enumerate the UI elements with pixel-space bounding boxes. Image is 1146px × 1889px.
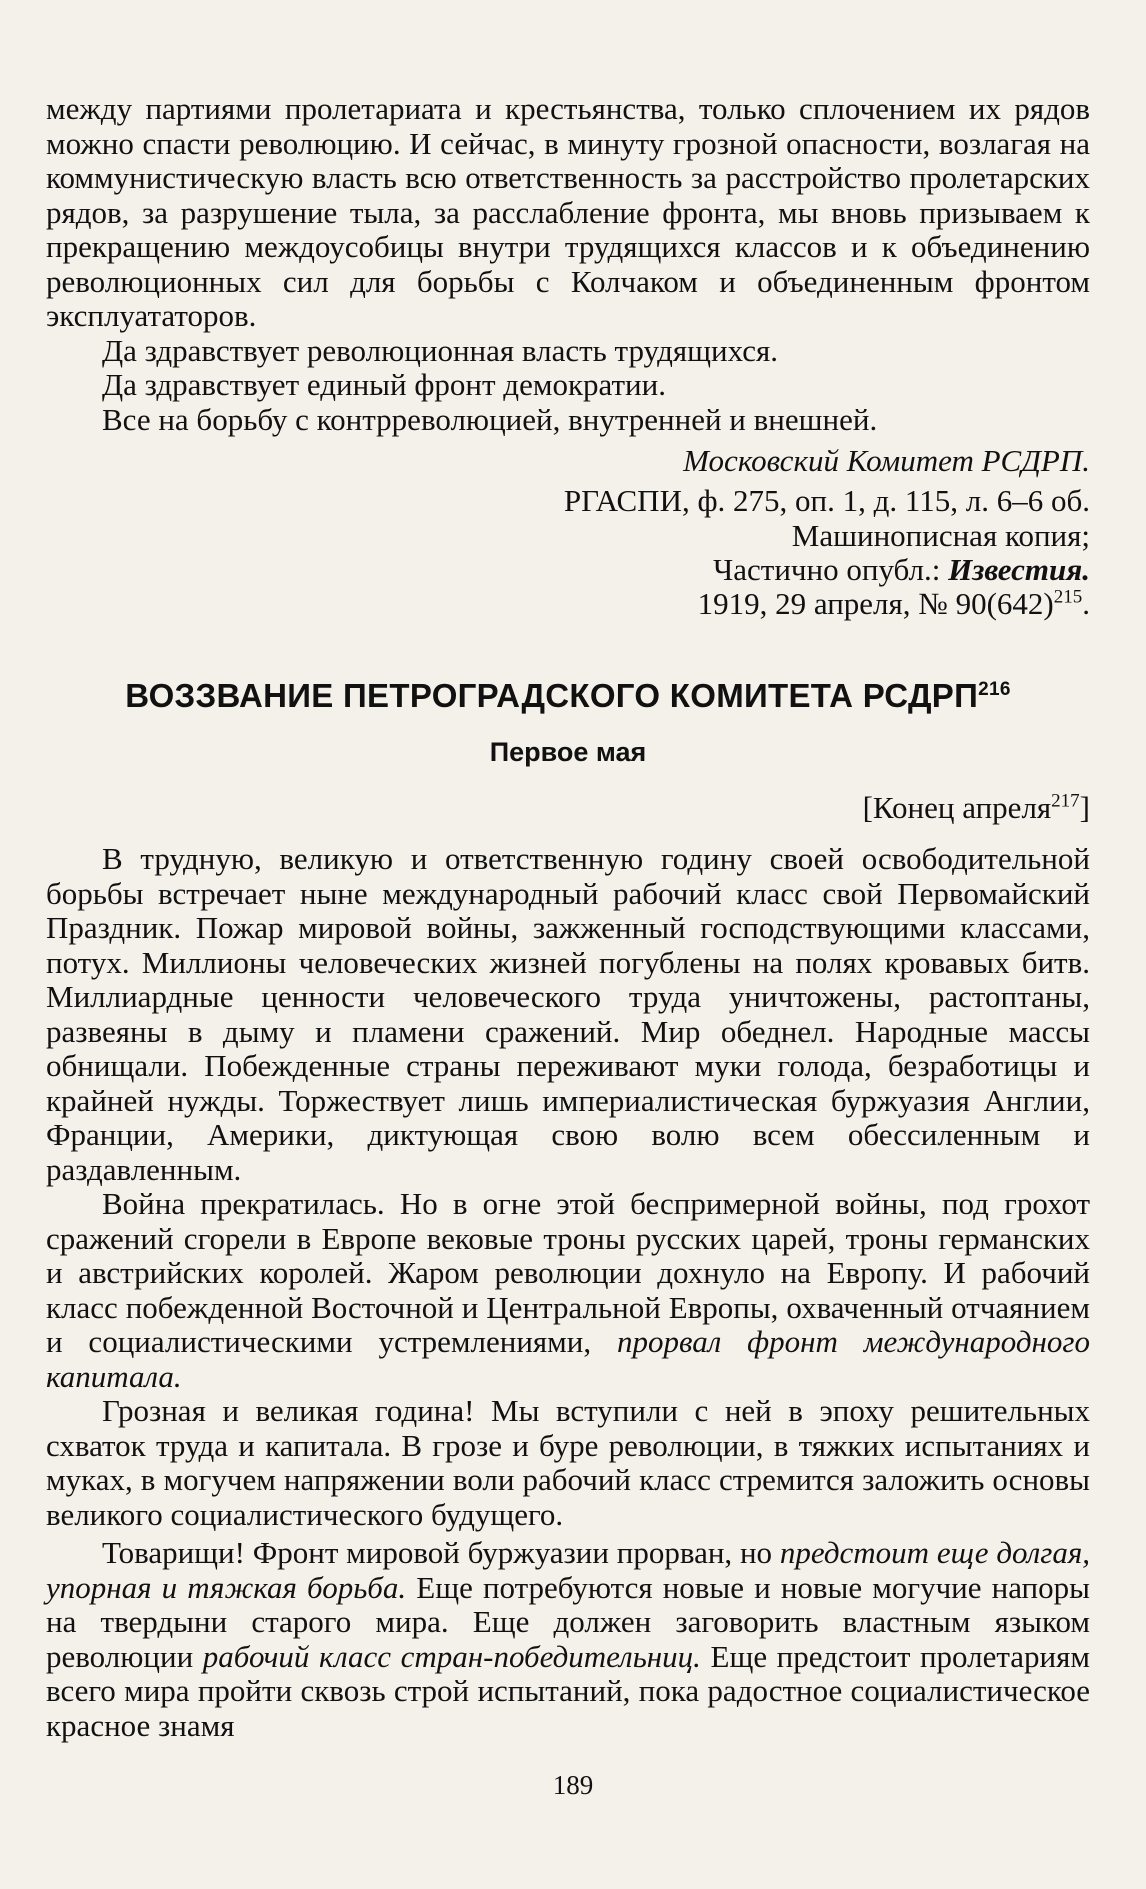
issue-text: 1919, 29 апреля, № 90(642): [697, 586, 1054, 621]
paragraph-emphasis: предстоит еще долгая, упорная и тяжкая борьба.: [46, 1535, 1090, 1605]
footnote-ref: 217: [1051, 790, 1080, 812]
body-paragraph: В трудную, великую и ответственную годину своей освободительной борьбы встречает ныне международный рабочий класс свой Первомайский Праздник. Пожар мировой войны, зажженный господствующими классами, потух. Миллионы человеческих жизней погублены на полях кровавых битв. Миллиардные ценности человеческого труда уничтожены, растоптаны, развеяны в дыму и пламени сражений. Мир обеднел. Народные массы обнищали. Побежденные страны переживают муки голода, безработицы и крайней нужды. Торжествует лишь империалистическая буржуазия Англии, Франции, Америки, диктующая свою волю всем обессиленным и раздавленным.: [46, 841, 1090, 1187]
intro-paragraph: между партиями пролетариата и крестьянства, только сплочением их рядов можно спасти революцию. И сейчас, в минуту грозной опасности, возлагая на коммунистическую власть всю ответственность за расстройство пролетарских рядов, за разрушение тыла, за расслабление фронта, мы вновь призываем к прекращению междоусобицы внутри трудящихся классов и к объединению революционных сил для борьбы с Колчаком и объединенным фронтом эксплуататоров.: [46, 91, 1090, 333]
publication-issue: [46, 587, 1090, 621]
body-paragraph: [46, 1536, 1090, 1743]
paragraph-text: Еще потребуются новые и новые могучие напоры на твердыни старого мира. Еще должен заговорить властным языком революции: [46, 1569, 1090, 1674]
page-number: 189: [552, 1770, 594, 1800]
slogan-line: Все на борьбу с контрреволюцией, внутренней и внешней.: [102, 401, 878, 437]
document-page: [46, 92, 1090, 1743]
document-subtitle: Первое мая: [489, 737, 647, 767]
slogan-line: Да здравствует революционная власть трудящихся.: [102, 332, 778, 368]
date-text: [Конец апреля: [862, 790, 1052, 825]
publication-prefix: Частично опубл.:: [713, 552, 941, 587]
publication-newspaper: Известия.: [948, 552, 1090, 587]
paragraph-emphasis: рабочий класс стран-победительниц.: [202, 1638, 701, 1674]
body-paragraph: Грозная и великая година! Мы вступили с ней в эпоху решительных схваток труда и капитала. В грозе и буре революции, в тяжких испытаниях и муках, в могучем напряжении воли рабочий класс стремится заложить основы великого социалистического будущего.: [46, 1393, 1090, 1532]
issue-end: .: [1082, 586, 1090, 621]
slogan-line: Да здравствует единый фронт демократии.: [102, 367, 666, 402]
document-date: [46, 790, 1090, 826]
paragraph-text: Товарищи! Фронт мировой буржуазии прорван, но: [102, 1535, 773, 1570]
paragraph-text: Война прекратилась. Но в огне этой беспримерной войны, под грохот сражений сгорели в Европе вековые троны русских царей, троны германских и австрийских королей. Жаром революции дохнуло на Европу. И рабочий класс побежденной Восточной и Центральной Европы, охваченный отчаянием и социалистическими устремлениями,: [46, 1186, 1090, 1359]
paragraph-emphasis: прорвал фронт международного капитала.: [46, 1324, 1090, 1394]
signature: Московский Комитет РСДРП.: [683, 443, 1090, 478]
footnote-ref: 215: [1053, 586, 1083, 608]
archive-reference: РГАСПИ, ф. 275, оп. 1, д. 115, л. 6–6 об.: [563, 483, 1090, 518]
publication-note: [46, 553, 1090, 587]
footnote-ref: 216: [978, 679, 1011, 700]
paragraph-text: Еще предстоит пролетариям всего мира пройти сквозь строй испытаний, пока радостное социалистическое красное знамя: [46, 1638, 1091, 1743]
title-text: ВОЗЗВАНИЕ ПЕТРОГРАДСКОГО КОМИТЕТА РСДРП: [125, 677, 979, 714]
body-paragraph: [46, 1187, 1090, 1394]
copy-note: Машинописная копия;: [791, 518, 1090, 553]
document-title: [46, 677, 1090, 715]
date-close: ]: [1079, 790, 1090, 825]
